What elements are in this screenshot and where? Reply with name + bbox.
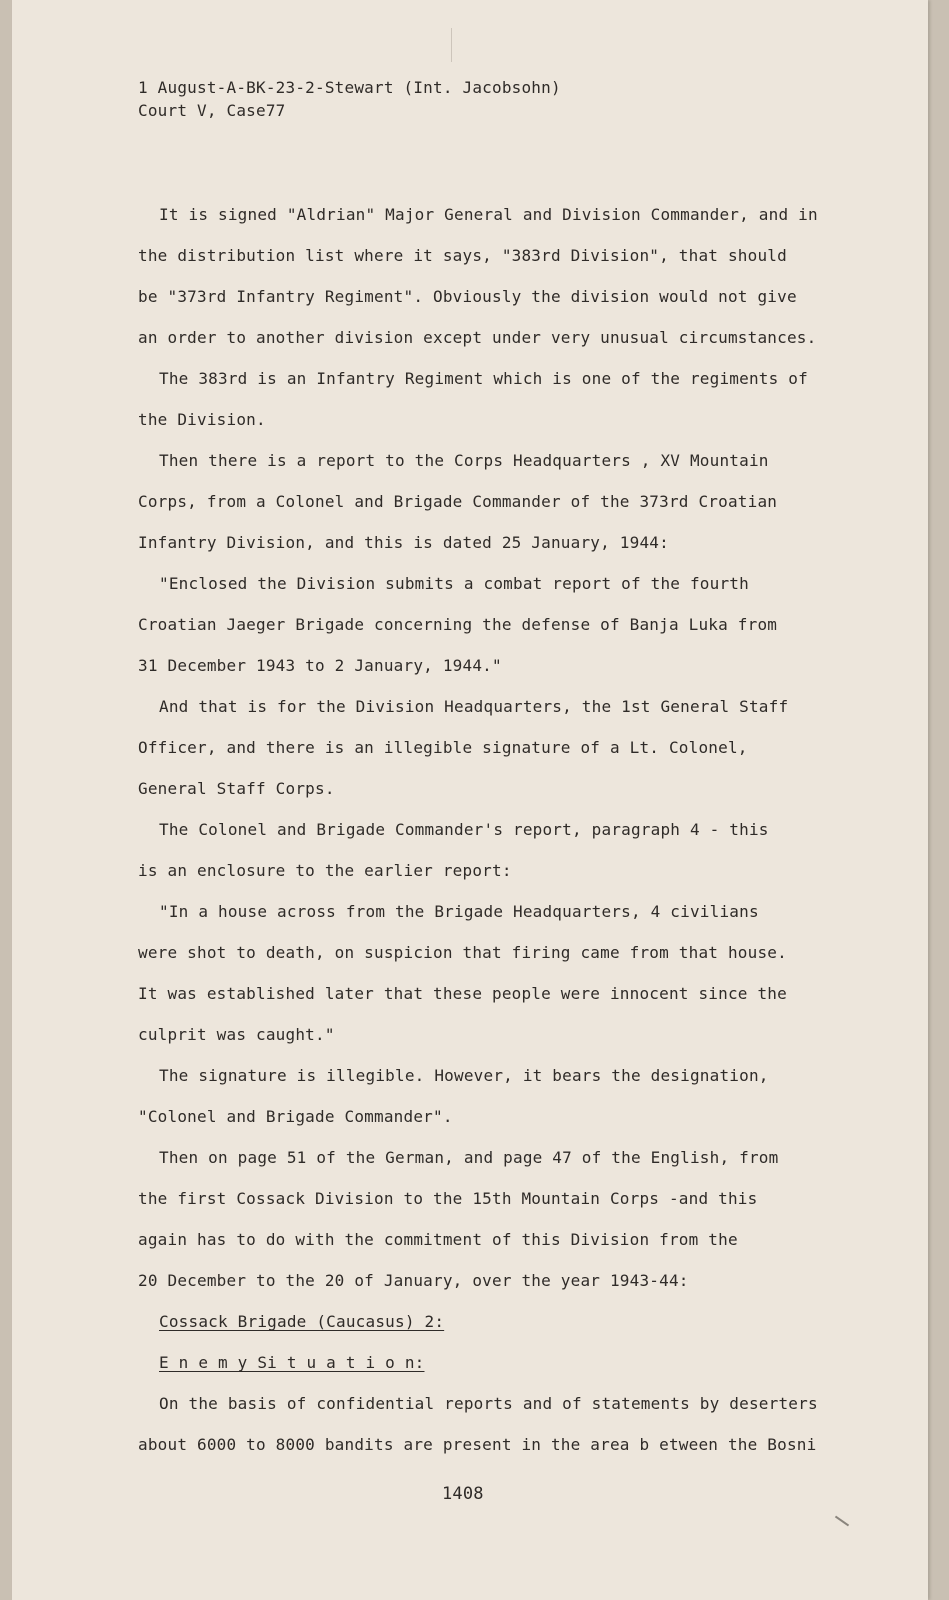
text-line: "Enclosed the Division submits a combat report of the fourth xyxy=(159,574,749,593)
text-line: 31 December 1943 to 2 January, 1944." xyxy=(138,656,502,675)
text-line: is an enclosure to the earlier report: xyxy=(138,861,512,880)
section-heading-cossack-brigade: Cossack Brigade (Caucasus) 2: xyxy=(159,1312,445,1331)
text-line: "Colonel and Brigade Commander". xyxy=(138,1107,453,1126)
text-line: be "373rd Infantry Regiment". Obviously the division would not give xyxy=(138,287,797,306)
text-line: "In a house across from the Brigade Headquarters, 4 civilians xyxy=(159,902,759,921)
text-line: the Division. xyxy=(138,410,266,429)
page-number: 1408 xyxy=(442,1484,484,1504)
text-line: an order to another division except under very unusual circumstances. xyxy=(138,328,817,347)
text-line: Officer, and there is an illegible signature of a Lt. Colonel, xyxy=(138,738,748,757)
text-line: culprit was caught." xyxy=(138,1025,335,1044)
text-line: the distribution list where it says, "383rd Division", that should xyxy=(138,246,787,265)
text-line: Then there is a report to the Corps Headquarters , XV Mountain xyxy=(159,451,769,470)
text-line: General Staff Corps. xyxy=(138,779,335,798)
text-line: It is signed "Aldrian" Major General and Division Commander, and in xyxy=(159,205,818,224)
text-line: Croatian Jaeger Brigade concerning the defense of Banja Luka from xyxy=(138,615,778,634)
text-line: The signature is illegible. However, it bears the designation, xyxy=(159,1066,769,1085)
text-line: Corps, from a Colonel and Brigade Commander of the 373rd Croatian xyxy=(138,492,778,511)
text-line: Infantry Division, and this is dated 25 January, 1944: xyxy=(138,533,669,552)
text-line: On the basis of confidential reports and of statements by deserters xyxy=(159,1394,818,1413)
text-line: were shot to death, on suspicion that firing came from that house. xyxy=(138,943,787,962)
text-line: again has to do with the commitment of this Division from the xyxy=(138,1230,738,1249)
text-line: It was established later that these people were innocent since the xyxy=(138,984,787,1003)
header-court-case: Court V, Case77 xyxy=(138,101,286,120)
text-line: 20 December to the 20 of January, over the year 1943-44: xyxy=(138,1271,689,1290)
fold-mark xyxy=(451,28,452,62)
text-line: And that is for the Division Headquarters, the 1st General Staff xyxy=(159,697,789,716)
document-page xyxy=(12,0,928,1600)
text-line: about 6000 to 8000 bandits are present in the area b etween the Bosni xyxy=(138,1435,817,1454)
text-line: the first Cossack Division to the 15th Mountain Corps -and this xyxy=(138,1189,758,1208)
header-reference: 1 August-A-BK-23-2-Stewart (Int. Jacobsohn) xyxy=(138,78,561,97)
text-line: The 383rd is an Infantry Regiment which is one of the regiments of xyxy=(159,369,808,388)
paper-mark xyxy=(835,1516,849,1527)
text-line: The Colonel and Brigade Commander's report, paragraph 4 - this xyxy=(159,820,769,839)
section-heading-enemy-situation: E n e m y Si t u a t i o n: xyxy=(159,1353,425,1372)
text-line: Then on page 51 of the German, and page 47 of the English, from xyxy=(159,1148,779,1167)
